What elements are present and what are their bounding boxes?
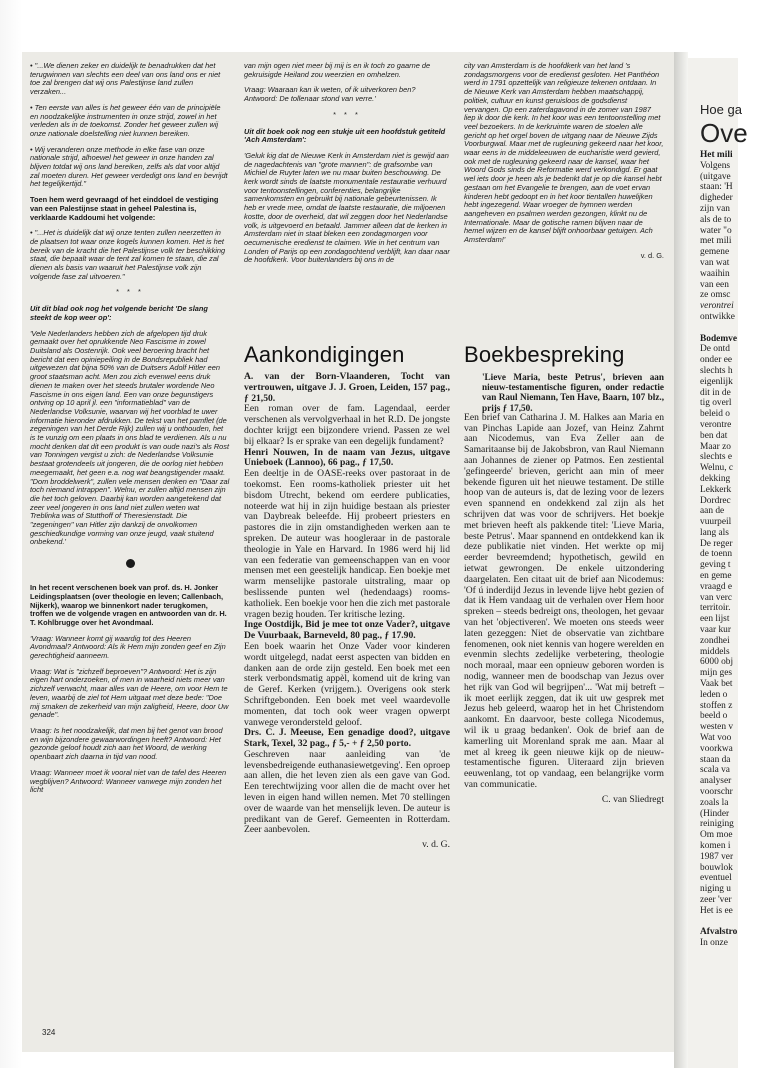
right-page-line: komen i: [700, 841, 731, 851]
right-page-line: onder ee: [700, 355, 733, 366]
right-page-line: van verc: [700, 592, 733, 603]
right-page-line: zeer 'ver: [700, 894, 732, 905]
right-page-line: staan: 'H: [700, 182, 733, 193]
right-page-line: 1987 ver: [700, 851, 734, 862]
right-page-line: beeld o: [700, 711, 728, 722]
right-page-line: een lijst: [700, 614, 730, 625]
right-page-line: scala va: [700, 765, 730, 776]
right-page-line: zondhei: [700, 635, 730, 646]
right-page-line: dekking: [700, 473, 731, 484]
qa-5: Vraag: Waaraan kan ik weten, of ik uitverkoren ben? Antwoord: De tollenaar stond van verre.': [244, 85, 416, 104]
right-page-line: stoffen z: [700, 700, 733, 711]
announcement-4-ref: Drs. C. J. Meeuse, Een genadige dood?, uitgave Stark, Texel, 32 pag., ƒ 5,- + ƒ 2,50 porto.: [244, 727, 450, 750]
right-page-line: Welnu, c: [700, 463, 734, 474]
announcement-2-ref: Henri Nouwen, In de naam van Jezus, uitgave Unieboek (Lannoo), 66 pag., ƒ 17,50.: [244, 446, 450, 469]
right-page-line: slechts e: [700, 452, 733, 463]
announcement-1-text: Een roman over de fam. Lagendaal, eerder verschenen als vervolgverhaal in het R.D. De jongste dochter krijgt een bijzondere vriend. Passen ze wel bij elkaar? Is er sprake van een degelijk fundament?: [244, 403, 450, 447]
right-page-line: zijn van: [700, 203, 730, 214]
section-dot-ornament: [126, 559, 135, 568]
amsterdam-intro: Uit dit boek ook nog een stukje uit een hoofdstuk getiteld 'Ach Amsterdam':: [244, 126, 446, 145]
right-page-line: water "o: [700, 225, 732, 236]
right-page-line: aan de: [700, 506, 725, 517]
spine-fold: [674, 52, 688, 1068]
page-number: 324: [42, 1028, 56, 1037]
quote-bullet-3: • Wij veranderen onze methode in elke fase van onze nationale strijd, alhoewel het geweer in onze handen zal blijven totdat wij ons land bereiken, zelfs als dat voor altijd zal moeten duren. Het geweer verdedigt ons land en bevrijdt het tegelijkertijd.": [30, 144, 228, 189]
aankondigingen-section: [244, 342, 450, 1024]
boekbespreking-title: Boekbespreking: [464, 342, 625, 367]
right-page-line: verontre: [700, 419, 732, 430]
right-page-line: Dordrec: [700, 495, 731, 506]
right-page-line: reiniging: [700, 819, 734, 830]
right-page-line: Volgens: [700, 160, 731, 171]
right-page-line: staan da: [700, 754, 731, 765]
column-3-top: [464, 62, 664, 327]
right-page-line: zoals la: [700, 797, 729, 808]
right-page-line: niging u: [700, 884, 731, 895]
right-page-line: 6000 obj: [700, 657, 734, 668]
book-reference: 'Lieve Maria, beste Petrus', brieven aan nieuw-testamentische figuren, onder redactie van Raul Niemann, Ten Have, Baarn, 107 blz., prijs ƒ 17,50.: [482, 372, 664, 413]
signature-sliedregt: C. van Sliedregt: [601, 793, 664, 805]
signature-vdg-1: v. d. G.: [640, 250, 664, 260]
right-page-line: slechts h: [700, 365, 733, 376]
quote-bullet-1: • "...We dienen zeker en duidelijk te benadrukken dat het terugwinnen van slechts een deel van ons land ons er niet toe zal brengen dat wij ons Palestijnse land zullen verzaken...: [30, 61, 221, 97]
section-stars: * * *: [116, 287, 144, 297]
jonker-intro: In het recent verschenen boek van prof. ds. H. Jonker Leidingsplaatsen (over theologie en leven; Callenbach, Nijkerk), waarop we binnenkort nader terugkomen, troffen we de volgende vragen en antwoorden van dr. H. T. Kohlbrugge over het Avondmaal.: [30, 583, 227, 627]
right-page-line: Bodemve: [700, 333, 737, 344]
right-page-line: voorschr: [700, 787, 733, 798]
right-page-line: eigenlijk: [700, 376, 733, 387]
right-page-line: ben dat: [700, 430, 728, 441]
right-page-line: tig overl: [700, 398, 732, 409]
slang-text: 'Vele Nederlanders hebben zich de afgelopen tijd druk gemaakt over het oprukkende Neo Fascisme in zowel Duitsland als Oostenrijk. Ook veel beroering bracht het bericht dat een opiniepeiling in de Bondsrepubliek had uitgewezen dat bijna 50% van de Duitsers Adolf Hitler een groot staatsman acht. Men zou zich evenwel eens druk dienen te maken over het steeds brutaler wordende Neo Fascisme in ons eigen land. Een van onze begunstigers ontving op 10 april jl. een "informatieblad" van de Nederlandse Volksunie, waarvan wij het voorblad te uwer informatie hieronder afdrukken. De tekst van het pamflet (de zegeningen van het Derde Rijk) zullen wij u onthouden, het is te vunzig om een plaats in ons blad te verdienen. Als u nu mocht denken dat dit een produkt is van oude nazi's als Rost van Tonningen vergist u zich: de Nederlandse Volksunie bestaat grotendeels uit jongeren, die de oorlog niet hebben meegemaakt, het geen e.a. nog wat beangstigender maakt. "Dom broddelwerk", zullen vele mensen denken en "Daar zal toch niemand intrappen". Welnu, er zullen altijd mensen zijn die het toch geloven. Daarbij kan worden aangetekend dat zeer veel jongeren in ons land niet zullen weten wat Treblinka was of Stutthoff of Theresienstadt. Die "zegeningen" van Hitler zijn dankzij de onvolkomen geschiedkundige vorming van onze jeugd, vaak stuitend onbekend.': [30, 328, 230, 547]
right-page-line: westen v: [700, 722, 734, 733]
right-page-line: mijn ges: [700, 668, 733, 679]
right-page-line: middels: [700, 646, 730, 657]
quote-bullet-2: • Ten eerste van alles is het geweer één van de principiële en noodzakelijke instrumenten in onze strijd, zowel in het verleden als in de toekomst. Zonder het geweer zullen wij onze nationale doelstelling niet kunnen bereiken.: [30, 102, 221, 138]
right-page-line: met mili: [700, 236, 732, 247]
right-page-line: en geme: [700, 571, 732, 582]
column-2-top: [244, 62, 450, 327]
right-page-line: ontwikke: [700, 311, 735, 322]
right-page-line: Lekkerk: [700, 484, 732, 495]
right-heading-large: Ove: [700, 118, 748, 148]
qa-4: Vraag: Wanneer moet ik vooral niet van de tafel des Heeren wegblijven? Antwoord: Wanneer vanwege mijn zonden het licht: [30, 767, 227, 795]
right-page-line: voorkwa: [700, 743, 733, 754]
aankondigingen-title: Aankondigingen: [244, 342, 405, 367]
amsterdam-text: 'Geluk kig dat de Nieuwe Kerk in Amsterdam niet is gewijd aan de nagedachtenis van "grote mannen": de grafsombe van Michiel de Ruyter laten we nu maar buiten beschouwing. De kerk wordt sinds de laatste monumentale restauratie verhuurd voor tentoonstellingen, conferenties, belangrijke samenkomsten en gebruikt bij nationale gebeurtenissen. Ik heb er vrede mee, omdat de laatste restauratie, die miljoenen kostte, door de overheid, dat wil zeggen door het Nederlandse volk, is uitgevoerd en betaald. Jammer alleen dat de kerken in Amsterdam niet in staat bleken een zondagmorgen voor oecumenische eredienst te claimen. Wie in het centrum van Londen of Parijs op een zondagochtend verblijft, kan daar naar de hoofdkerk. Voor buitenlanders bij ons in de: [244, 150, 450, 265]
announcement-1-ref: A. van der Born-Vlaanderen, Tocht van vertrouwen, uitgave J. J. Groen, Leiden, 157 pag., ƒ 21,50.: [244, 371, 450, 404]
right-page-line: van een: [700, 279, 729, 290]
right-page-line: lang als: [700, 527, 729, 538]
boekbespreking-section: [464, 342, 664, 1024]
section-stars-2: * * *: [333, 109, 361, 119]
right-page-line: eventuel: [700, 873, 732, 884]
right-page-line: als de to: [700, 214, 732, 225]
right-page-line: de toenn: [700, 549, 733, 560]
right-page-line: verontrei: [700, 301, 734, 312]
right-page-line: Wat voo: [700, 733, 732, 744]
right-page-line: bouwlok: [700, 862, 733, 873]
right-page-line: (uitgave: [700, 171, 731, 182]
announcement-3-ref: Inge Oostdijk, Bid je mee tot onze Vader?, uitgave De Vuurbaak, Barneveld, 80 pag., ƒ 17.90.: [244, 619, 450, 642]
announcement-4-text: Geschreven naar aanleiding van 'de levensbedreigende euthanasiewetgeving'. Een oproep aan allen, die het leven zien als een gave van God. Een terechtwijzing voor allen die de macht over het leven in eigen hand willen nemen. Met 70 stellingen over de waarde van het menselijk leven. De auteur is predikant van de Geref. Gemeenten in Rotterdam. Zeer aanbevolen.: [244, 748, 450, 836]
qa-3: Vraag: Is het noodzakelijk, dat men bij het genot van brood en wijn bijzondere gewaarwordingen heeft? Antwoord: Het gezonde geloof houdt zich aan het Woord, de werking openbaart zich daarna in tijd van nood.: [30, 726, 223, 762]
right-page-line: vaar kur: [700, 625, 731, 636]
quote-bullet-4: • "...Het is duidelijk dat wij onze tenten zullen neerzetten in de plaatsen tot waar onze kogels kunnen komen. Het is het bereik van de kracht die het Palestijnse volk ter beschikking staat, die bepaalt waar de tent zal komen te staan, die zal dienen als basis van waaruit het Palestijnse volk zijn volgende fase zal uitvoeren.": [30, 228, 226, 281]
right-page-line: van wat: [700, 257, 730, 268]
announcement-3-text: Een boek waarin het Onze Vader voor kinderen wordt uitgelegd, nadat eerst aspecten van bidden en danken aan de orde zijn gesteld. Een boek met een sterk verbondsmatig appèl, komend uit de kring van de Geref. Kerken (vrijgem.). Overigens ook sterk Schriftgebonden. Een boek met veel waardevolle momenten, dat toch ook weer vragen opwerpt vanwege verondersteld geloof.: [244, 640, 450, 728]
right-page-line: beleid o: [700, 409, 730, 420]
right-page-line: In onze: [700, 938, 728, 949]
right-page-line: [700, 323, 760, 334]
kaddoumi-question: Toen hem werd gevraagd of het einddoel de vestiging van een Palestijnse staat in geheel Palestina is, verklaarde Kaddoumi het volgende:: [30, 195, 219, 222]
right-page-line: De reger: [700, 538, 733, 549]
right-page-line: Vaak bet: [700, 679, 733, 690]
qa-1: 'Vraag: Wanneer komt gij waardig tot des Heeren Avondmaal? Antwoord: Als ik Hem mijn zonden geef en Zijn gerechtigheid aanneem.: [30, 633, 226, 661]
right-page-line: ze omsc: [700, 290, 731, 301]
right-page-line: Maar zo: [700, 441, 731, 452]
right-page-line: Het mili: [700, 150, 733, 160]
right-page-line: vraagd e: [700, 581, 733, 592]
right-page-line: Afvalstro: [700, 927, 738, 938]
qa-2: Vraag: Wat is "zichzelf beproeven"? Antwoord: Het is zijn eigen hart onderzoeken, of men in waarheid niets meer van zichzelf verwacht, maar alles van de Heere, om voor Hem te leven, waarbij de ziel tot Hem uitgaat met deze bede: "Doe mij smaken de zekerheid van mijn zaligheid, Heere, door Uw genade".: [30, 666, 229, 720]
slang-intro: Uit dit blad ook nog het volgende bericht 'De slang steekt de kop weer op':: [30, 304, 208, 322]
amsterdam-text-continued: city van Amsterdam is de hoofdkerk van het land 's zondagsmorgens voor de eredienst gesloten. Het Panthéon werd in 1791 opzettelijk van religieuze tekenen ontdaan. In de Nieuwe Kerk van Amsterdam hebben maatschappij, politiek, cultuur en kunst geruisloos de godsdienst vervangen. Op een zaterdagavond in de zomer van 1987 liep ik door die kerk. In het koor was een tentoonstelling met veel bezoekers. In de kerkruimte waren de stoelen alle gericht op het orgel boven de uitgang naar de Nieuwe Zijds Voorburgwal. Maar met de rugleuning gekeerd naar het koor, waar eens in de middeleeuwen de eucharistie werd gevierd, ook met de rugleuning gekeerd naar de kansel, waar het Woord Gods sinds de Reformatie werd verkondigd. Er gaat wel iets door je heen als je bedenkt dat je op die kansel hebt gestaan om het Evangelie te brengen, aan de voet ervan kinderen hebt gedoopt en in het koor tientallen huwelijken hebt ingezegend. Waar vroeger de hymnen werden aangeheven en psalmen werden gezongen, klinkt nu de Internationale. Maar de gotische ramen blijven naar de hemel wijzen en de kansel blijft onhoorbaar getuigen. Ach Amsterdam!': [464, 61, 664, 245]
page-gutter-shadow: [0, 0, 22, 1068]
right-page-line: Om moe: [700, 830, 733, 841]
right-page-line: leden o: [700, 689, 728, 700]
review-text: Een brief van Catharina J. M. Halkes aan Maria en van Pinchas Lapide aan Jozef, van Heinz Zahrnt aan Nicodemus, van Eva Zeller aan de Samaritaanse bij de Jakobsbron, van Raul Niemann aan Johannes de ziener op Patmos. Een zestiental 'gefingeerde' brieven, gericht aan min of meer bekende figuren uit het nieuwe testament. De stille hoop van de auteurs is, dat de lezing voor de lezers even spannend en ondekkend zal zijn als het schrijven dat was voor de schrijvers. Het boekje met brieven heeft als pakkende titel: 'Lieve Maria, beste Petrus'. Maar spannend en ontdekkend kan ik deze publikatie niet vinden. Het werkte op mij eerder bevreemdend; hypothetisch, gewild en ietwat gewrongen. De enkele uitzondering daargelaten. Een citaat uit de brief aan Nicodemus: 'Of ú inderdijd Jezus in levende lijve hebt gezien of dat ik Hem vandaag uit de verhalen over Hem hoor spreken – steeds bedreigt ons, theologen, het gevaar van het 'objectiveren'. We moeten ons steeds weer laten gezeggen: Niet de observatie van zichtbare fenomenen, ook niet kennis van hogere werelden en evenmin slechts zedelijke verbetering, theologie noch moraal, maar een opnieuw geboren worden is nodig, wanneer men de boodschap van Jezus over het rijk van God wil begrijpen'... 'Wat mij betreft – ik moet eerlijk zeggen, dat ik uit uw gesprek met Jezus heb geleerd, waarop het in het Christendom aankomt. En daarvoor, beste collega Nicodemus, wil ik u graag bedanken'. Ook de brief aan de kamerling uit Morenland sprak me aan. Maar al met al kreeg ik geen nieuwe kijk op de nieuw-testamentische figuren. Uiteraard zijn brieven eeuwenlang, tot op vandaag, een belangrijke vorm van communicatie.: [464, 411, 664, 790]
magazine-page-left: [22, 52, 674, 1052]
column-1: [30, 62, 230, 1024]
right-page-text-fragments: [700, 150, 760, 949]
right-page-line: analyser: [700, 776, 732, 787]
right-page-line: De ontd: [700, 344, 730, 355]
right-page-line: [700, 917, 760, 928]
right-heading-small: Hoe ga: [700, 102, 742, 117]
right-page-line: Het is ee: [700, 905, 733, 916]
right-page-line: dit in de: [700, 387, 731, 398]
right-page-line: vuurpeil: [700, 517, 732, 528]
right-page-line: gemene: [700, 247, 730, 258]
right-page-line: territoir.: [700, 603, 731, 614]
announcement-2-text: Een deeltje in de OASE-reeks over pastoraat in de toekomst. Een rooms-katholiek priester uit het bisdom Utrecht, bekend om eerdere publicaties, noteerde wat hij in zijn huidige bestaan als priester van Daybreak beleefde. Hij probeert priesters en pastores die in zijn omstandigheden werken aan te spreken. De auteur was hoogleraar in de pastorale theologie in Yale en Harvard. In 1986 werd hij lid van een federatie van gemeenschappen van en voor mensen met een geestelijk handicap. Een boekje met warm menselijke pastorale uitstraling, maar op beslissende punten wel (hedendaags) rooms-katholiek. Een boekje voor hen die zich met pastorale vragen bezig houden. Ter kritische lezing.: [244, 468, 450, 620]
right-page-line: (Hinder: [700, 808, 730, 819]
right-page-line: digheder: [700, 193, 733, 204]
magazine-page-right-edge: [688, 58, 748, 1068]
right-page-line: geving t: [700, 560, 731, 571]
right-page-line: waaihin: [700, 268, 730, 279]
signature-vdg-2: v. d. G.: [422, 839, 450, 851]
qa-4-continued: van mijn ogen niet meer bij mij is en ik toch zo gaarne de gekruisigde Heiland zou weerzien en omhelzen.: [244, 61, 431, 79]
